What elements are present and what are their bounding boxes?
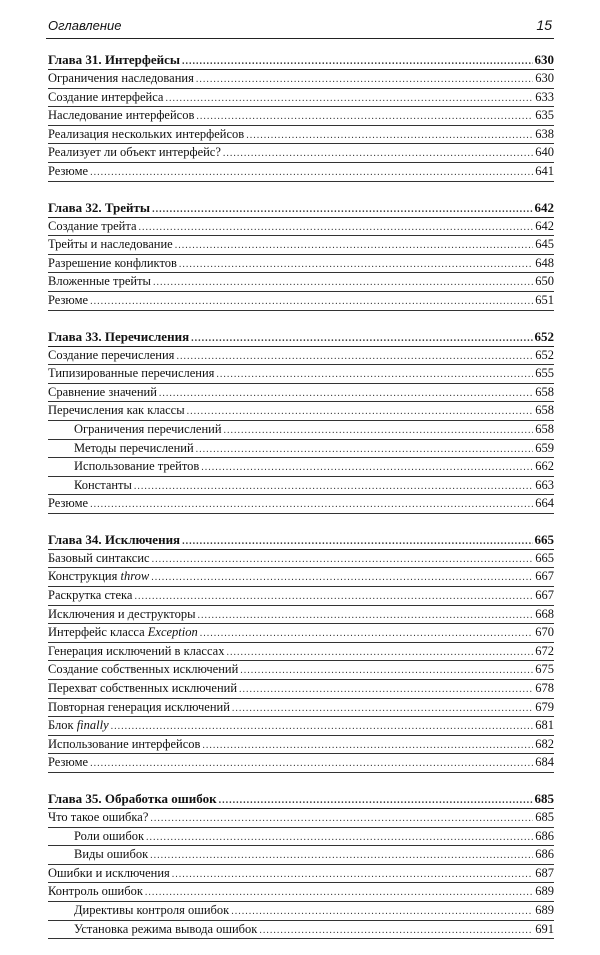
entry-label: Ограничения наследования	[48, 71, 194, 85]
entry-label: Контроль ошибок	[48, 884, 143, 899]
leader-dots	[134, 588, 533, 606]
leader-dots	[146, 829, 533, 847]
entry-label: Ограничения перечислений	[74, 421, 222, 436]
chapter-page: 665	[534, 531, 554, 547]
chapter-page: 652	[534, 328, 554, 344]
toc-section[interactable]	[48, 809, 554, 828]
chapter-block	[48, 198, 554, 311]
entry-page: 655	[535, 366, 554, 381]
entry-label: Базовый синтаксис	[48, 550, 150, 565]
entry-page: 659	[535, 440, 554, 455]
entry-label: Создание собственных исключений	[48, 662, 239, 677]
toc-subsection[interactable]	[48, 421, 554, 440]
toc-section[interactable]	[48, 606, 554, 625]
entry-label: Использование интерфейсов	[48, 736, 201, 751]
leader-dots	[202, 737, 533, 755]
entry-label: Сравнение значений	[48, 384, 157, 399]
entry-label: Методы перечислений	[74, 440, 194, 455]
entry-page: 686	[535, 847, 554, 862]
toc-section[interactable]	[48, 680, 554, 699]
entry-page: 670	[535, 625, 554, 640]
entry-label: Блок finally	[48, 718, 109, 733]
table-of-contents	[48, 50, 554, 955]
leader-dots	[151, 569, 533, 587]
entry-page: 648	[535, 255, 554, 270]
entry-label: Типизированные перечисления	[48, 366, 215, 381]
page-number: 15	[536, 17, 552, 33]
toc-section[interactable]	[48, 107, 554, 126]
chapter-block	[48, 789, 554, 939]
entry-page: 652	[535, 347, 554, 362]
leader-dots	[179, 256, 533, 274]
entry-label: Трейты и наследование	[48, 237, 173, 252]
toc-section[interactable]	[48, 550, 554, 569]
leader-dots	[223, 145, 533, 163]
chapter-heading[interactable]	[48, 198, 554, 218]
entry-page: 667	[535, 588, 554, 603]
entry-label: Раскрутка стека	[48, 588, 133, 603]
toc-section[interactable]	[48, 402, 554, 421]
entry-page: 663	[535, 477, 554, 492]
entry-label: Создание перечисления	[48, 347, 175, 362]
running-title: Оглавление	[48, 18, 122, 33]
entry-page: 689	[535, 902, 554, 917]
toc-subsection[interactable]	[48, 440, 554, 459]
leader-dots	[226, 644, 533, 662]
toc-section[interactable]	[48, 587, 554, 606]
entry-label: Директивы контроля ошибок	[74, 902, 230, 917]
entry-label: Виды ошибок	[74, 847, 149, 862]
entry-label: Интерфейс класса Exception	[48, 625, 198, 640]
toc-section[interactable]	[48, 384, 554, 403]
leader-dots	[176, 348, 533, 366]
toc-section[interactable]	[48, 365, 554, 384]
leader-dots	[152, 551, 534, 569]
entry-page: 689	[535, 884, 554, 899]
chapter-block	[48, 50, 554, 182]
toc-section[interactable]	[48, 736, 554, 755]
entry-label: Резюме	[48, 292, 89, 307]
leader-dots	[139, 219, 534, 237]
toc-section[interactable]	[48, 495, 554, 514]
entry-keyword: Exception	[147, 625, 198, 640]
leader-dots	[152, 200, 532, 219]
toc-section[interactable]	[48, 126, 554, 145]
entry-label: Резюме	[48, 755, 89, 770]
chapter-heading[interactable]	[48, 50, 554, 70]
chapter-page: 630	[534, 52, 554, 67]
leader-dots	[196, 108, 533, 126]
toc-subsection[interactable]	[48, 477, 554, 496]
leader-dots	[182, 532, 532, 551]
toc-section[interactable]	[48, 255, 554, 274]
leader-dots	[196, 71, 533, 89]
toc-section[interactable]	[48, 865, 554, 884]
entry-page: 664	[535, 496, 554, 511]
toc-section[interactable]	[48, 754, 554, 773]
toc-section[interactable]	[48, 624, 554, 643]
leader-dots	[90, 164, 533, 182]
leader-dots	[191, 329, 532, 348]
chapter-heading[interactable]	[48, 327, 554, 347]
entry-page: 630	[535, 71, 554, 85]
entry-page: 682	[535, 736, 554, 751]
toc-section[interactable]	[48, 163, 554, 182]
toc-section[interactable]	[48, 568, 554, 587]
toc-section[interactable]	[48, 236, 554, 255]
entry-page: 687	[535, 865, 554, 880]
toc-subsection[interactable]	[48, 458, 554, 477]
chapter-page: 685	[534, 791, 554, 806]
leader-dots	[134, 478, 533, 496]
entry-keyword: finally	[76, 718, 109, 733]
toc-section[interactable]	[48, 89, 554, 108]
entry-page: 691	[535, 921, 554, 936]
entry-label: Повторная генерация исключений	[48, 699, 230, 714]
entry-label: Перехват собственных исключений	[48, 681, 238, 696]
toc-section[interactable]	[48, 292, 554, 311]
page-header	[46, 12, 554, 39]
toc-section[interactable]	[48, 717, 554, 736]
chapter-page: 642	[534, 199, 554, 215]
entry-page: 651	[535, 292, 554, 307]
entry-page: 665	[535, 550, 554, 565]
leader-dots	[153, 274, 533, 292]
entry-page: 679	[535, 699, 554, 714]
chapter-heading[interactable]	[48, 530, 554, 550]
entry-page: 635	[535, 108, 554, 123]
toc-section[interactable]	[48, 144, 554, 163]
entry-label: Создание трейта	[48, 218, 137, 233]
entry-label: Реализует ли объект интерфейс?	[48, 145, 221, 160]
entry-page: 650	[535, 274, 554, 289]
toc-section[interactable]	[48, 883, 554, 902]
entry-page: 645	[535, 237, 554, 252]
entry-label: Установка режима вывода ошибок	[74, 921, 258, 936]
entry-label: Наследование интерфейсов	[48, 108, 195, 123]
entry-keyword: throw	[120, 569, 150, 584]
entry-page: 686	[535, 828, 554, 843]
leader-dots	[197, 607, 533, 625]
entry-label: Перечисления как классы	[48, 403, 185, 418]
entry-label: Константы	[74, 477, 132, 492]
entry-page: 662	[535, 459, 554, 474]
leader-dots	[219, 791, 533, 810]
toc-section[interactable]	[48, 643, 554, 662]
chapter-block	[48, 530, 554, 773]
entry-label: Разрешение конфликтов	[48, 255, 177, 270]
toc-section[interactable]	[48, 273, 554, 292]
entry-label: Вложенные трейты	[48, 274, 151, 289]
entry-page: 672	[535, 643, 554, 658]
entry-page: 658	[535, 384, 554, 399]
leader-dots	[90, 496, 533, 514]
entry-label: Создание интерфейса	[48, 89, 164, 104]
leader-dots	[150, 810, 533, 828]
entry-page: 642	[535, 218, 554, 233]
leader-dots	[145, 884, 533, 902]
leader-dots	[259, 922, 533, 940]
toc-subsection[interactable]	[48, 921, 554, 940]
entry-page: 675	[535, 662, 554, 677]
entry-page: 684	[535, 755, 554, 770]
leader-dots	[159, 385, 533, 403]
leader-dots	[172, 866, 533, 884]
entry-page: 685	[535, 810, 554, 824]
leader-dots	[216, 366, 533, 384]
toc-section[interactable]	[48, 218, 554, 237]
toc-subsection[interactable]	[48, 902, 554, 921]
entry-label: Резюме	[48, 163, 89, 178]
toc-section[interactable]	[48, 661, 554, 680]
toc-subsection[interactable]	[48, 846, 554, 865]
chapter-title: Глава 32. Трейты	[48, 199, 151, 215]
leader-dots	[150, 847, 533, 865]
chapter-title: Глава 33. Перечисления	[48, 328, 190, 344]
leader-dots	[111, 718, 534, 736]
toc-section[interactable]	[48, 699, 554, 718]
toc-section[interactable]	[48, 347, 554, 366]
leader-dots	[224, 422, 534, 440]
entry-page: 658	[535, 421, 554, 436]
leader-dots	[200, 625, 533, 643]
leader-dots	[239, 681, 533, 699]
chapter-title: Глава 31. Интерфейсы	[48, 52, 181, 67]
entry-label: Реализация нескольких интерфейсов	[48, 126, 245, 141]
leader-dots	[201, 459, 533, 477]
entry-label: Исключения и деструкторы	[48, 606, 196, 621]
toc-subsection[interactable]	[48, 828, 554, 847]
leader-dots	[246, 127, 533, 145]
leader-dots	[187, 403, 534, 421]
entry-label: Конструкция throw	[48, 569, 150, 584]
entry-page: 658	[535, 403, 554, 418]
entry-page: 678	[535, 681, 554, 696]
entry-page: 681	[535, 718, 554, 733]
entry-label: Что такое ошибка?	[48, 810, 149, 824]
entry-page: 668	[535, 606, 554, 621]
chapter-title: Глава 34. Исключения	[48, 531, 181, 547]
entry-label: Резюме	[48, 496, 89, 511]
leader-dots	[182, 52, 532, 71]
entry-page: 640	[535, 145, 554, 160]
entry-page: 641	[535, 163, 554, 178]
entry-label: Роли ошибок	[74, 828, 145, 843]
leader-dots	[166, 90, 534, 108]
chapter-block	[48, 327, 554, 514]
entry-page: 633	[535, 89, 554, 104]
entry-label: Ошибки и исключения	[48, 865, 170, 880]
entry-page: 667	[535, 569, 554, 584]
leader-dots	[232, 700, 533, 718]
leader-dots	[90, 293, 533, 311]
leader-dots	[231, 903, 533, 921]
leader-dots	[90, 755, 533, 773]
chapter-heading[interactable]	[48, 789, 554, 809]
leader-dots	[240, 662, 533, 680]
entry-page: 638	[535, 126, 554, 141]
chapter-title: Глава 35. Обработка ошибок	[48, 791, 217, 806]
toc-section[interactable]	[48, 70, 554, 89]
entry-label: Генерация исключений в классах	[48, 643, 225, 658]
entry-label: Использование трейтов	[74, 459, 200, 474]
leader-dots	[196, 441, 534, 459]
leader-dots	[175, 237, 534, 255]
